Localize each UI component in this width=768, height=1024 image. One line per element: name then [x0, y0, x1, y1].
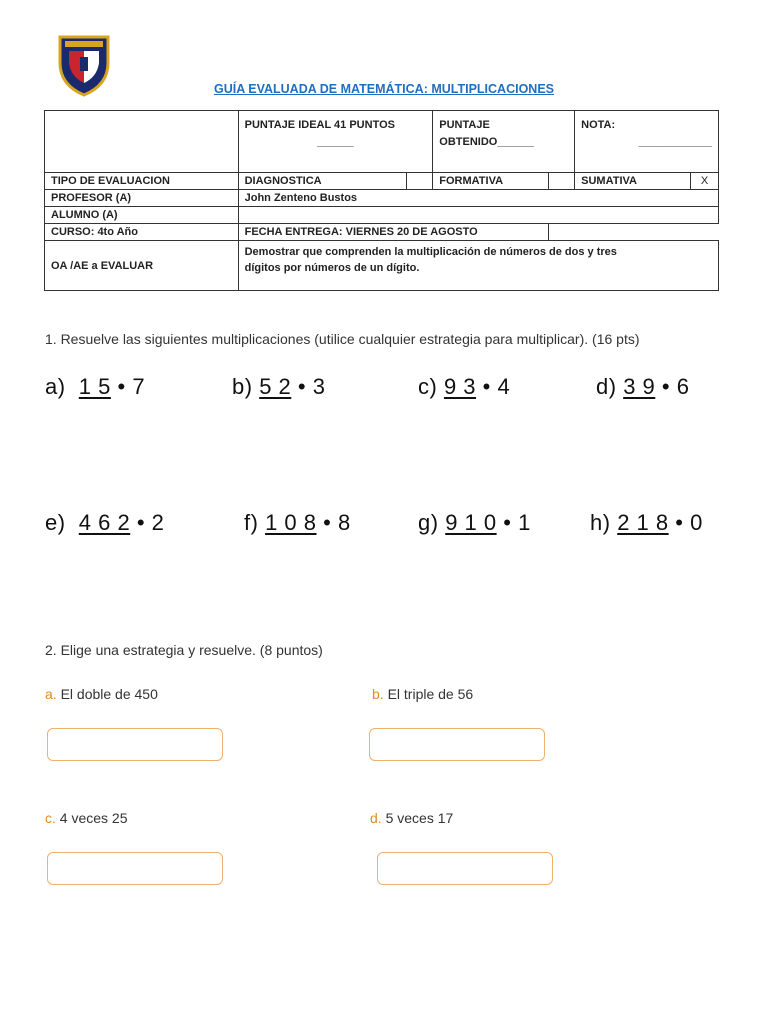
empty-cell — [45, 111, 239, 173]
answer-box-b[interactable] — [369, 728, 545, 761]
oa-value: Demostrar que comprenden la multiplicación de números de dos y tres dígitos por números de un dígito. — [238, 241, 718, 291]
section1-instruction: 1. Resuelve las siguientes multiplicaciones (utilice cualquier estrategia para multiplicar). (16 pts) — [45, 331, 640, 347]
puntaje-ideal-cell: PUNTAJE IDEAL 41 PUNTOS ______ — [238, 111, 433, 173]
answer-box-a[interactable] — [47, 728, 223, 761]
alumno-value[interactable] — [238, 207, 718, 224]
section2-instruction: 2. Elige una estrategia y resuelve. (8 puntos) — [45, 642, 323, 658]
problem-b: b) 5 2 • 3 — [232, 374, 326, 399]
nota-cell: NOTA: ____________ — [575, 111, 719, 173]
problem-f: f) 1 0 8 • 8 — [244, 510, 351, 535]
document-title: GUÍA EVALUADA DE MATEMÁTICA: MULTIPLICACIONES — [213, 82, 555, 96]
problem-h: h) 2 1 8 • 0 — [590, 510, 703, 535]
item-a: a. El doble de 450 — [45, 686, 158, 702]
problem-c: c) 9 3 • 4 — [418, 374, 511, 399]
item-d: d. 5 veces 17 — [370, 810, 454, 826]
profesor-value: John Zenteno Bustos — [238, 190, 718, 207]
formativa-check[interactable] — [549, 173, 575, 190]
item-c: c. 4 veces 25 — [45, 810, 128, 826]
profesor-label: PROFESOR (A) — [45, 190, 239, 207]
puntaje-obtenido-cell: PUNTAJE OBTENIDO______ — [433, 111, 575, 173]
curso-label: CURSO: 4to Año — [45, 224, 239, 241]
problem-a: a) 1 5 • 7 — [45, 374, 146, 399]
formativa-label: FORMATIVA — [433, 173, 549, 190]
problem-g: g) 9 1 0 • 1 — [418, 510, 531, 535]
sumativa-check[interactable]: X — [690, 173, 718, 190]
problem-e: e) 4 6 2 • 2 — [45, 510, 165, 535]
fecha-entrega: FECHA ENTREGA: VIERNES 20 DE AGOSTO — [238, 224, 549, 241]
alumno-label: ALUMNO (A) — [45, 207, 239, 224]
info-table — [44, 110, 719, 291]
answer-box-c[interactable] — [47, 852, 223, 885]
answer-box-d[interactable] — [377, 852, 553, 885]
item-b: b. El triple de 56 — [372, 686, 474, 702]
blank-cell — [549, 224, 719, 241]
sumativa-label: SUMATIVA — [575, 173, 691, 190]
oa-label: OA /AE a EVALUAR — [45, 241, 239, 291]
diagnostica-label: DIAGNOSTICA — [238, 173, 407, 190]
problem-d: d) 3 9 • 6 — [596, 374, 690, 399]
tipo-label: TIPO DE EVALUACION — [45, 173, 239, 190]
diagnostica-check[interactable] — [407, 173, 433, 190]
